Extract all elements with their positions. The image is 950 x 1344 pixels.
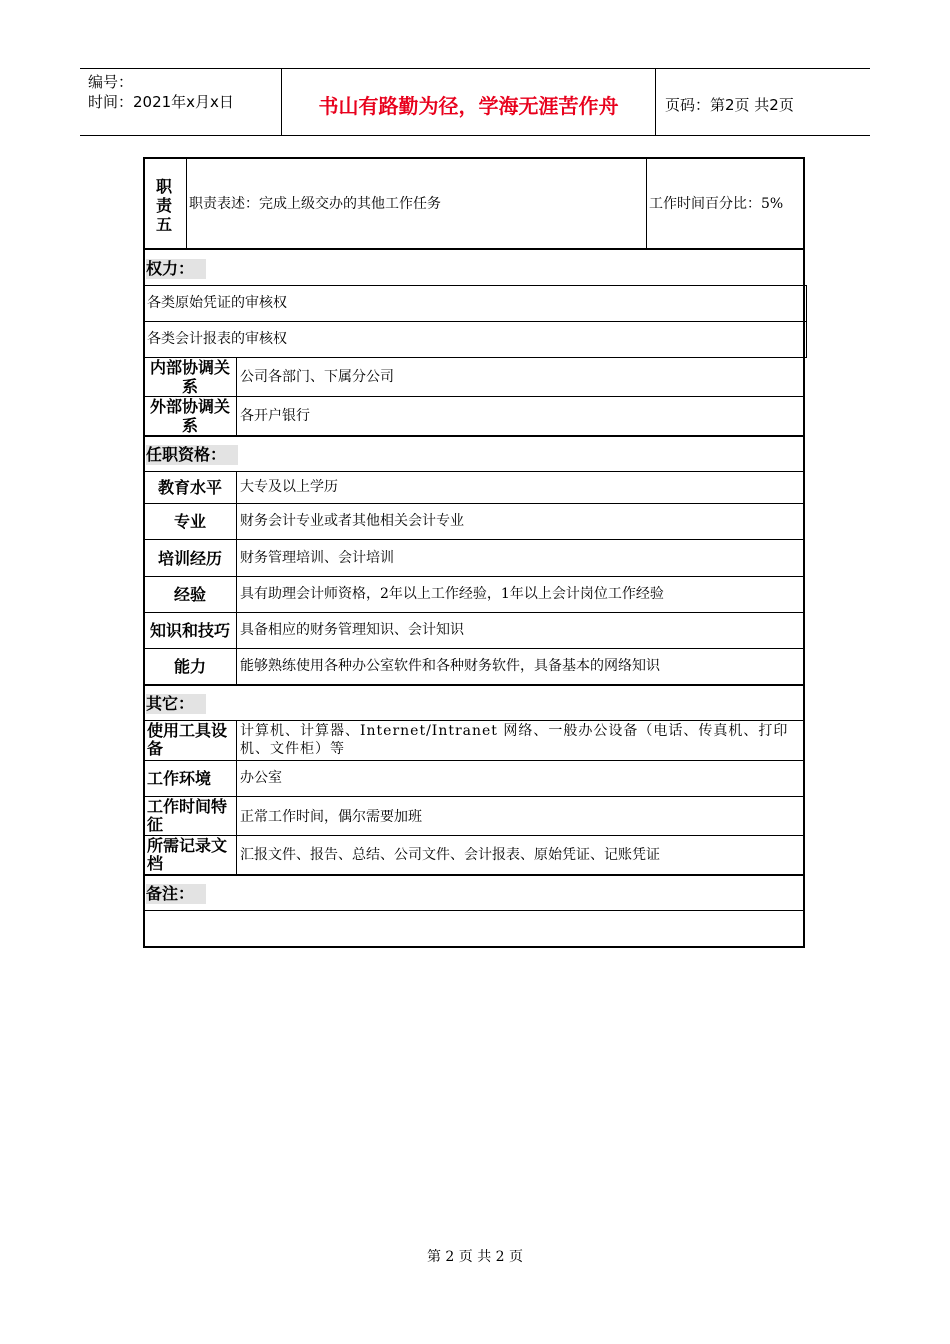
qualification-label: 培训经历 <box>157 549 222 568</box>
other-value: 汇报文件、报告、总结、公司文件、会计报表、原始凭证、记账凭证 <box>240 847 660 863</box>
table-rule <box>143 684 805 686</box>
internal-coordination-label: 内部协调关系 <box>149 358 230 396</box>
table-rule <box>186 157 187 248</box>
table-rule <box>236 471 237 684</box>
table-rule <box>143 285 807 286</box>
table-rule <box>143 576 805 577</box>
table-rule <box>143 648 805 649</box>
page-footer: 第 2 页 共 2 页 <box>426 1249 524 1265</box>
table-rule <box>143 720 805 721</box>
qualification-value: 具有助理会计师资格，2年以上工作经验，1年以上会计岗位工作经验 <box>240 586 664 602</box>
table-rule <box>143 248 805 250</box>
other-section-title: 其它： <box>146 694 206 714</box>
other-value: 正常工作时间，偶尔需要加班 <box>240 809 422 825</box>
header-motto: 书山有路勤为径，学海无涯苦作舟 <box>318 94 619 118</box>
table-rule <box>236 357 237 435</box>
other-label: 工作环境 <box>147 769 212 788</box>
duty-five-label: 职责五 <box>155 177 172 234</box>
qualification-label: 能力 <box>173 657 206 676</box>
table-rule <box>143 435 805 437</box>
duty-five-description: 职责表述：完成上级交办的其他工作任务 <box>189 196 441 212</box>
qualification-label: 知识和技巧 <box>149 621 230 640</box>
qualification-section-title: 任职资格： <box>146 445 238 465</box>
qualification-label: 经验 <box>173 585 206 604</box>
duty-five-time-percent: 工作时间百分比：5% <box>649 196 784 212</box>
other-value: 计算机、计算器、Internet/Intranet 网络、一般办公设备（电话、传真机、打印机、文件柜）等 <box>240 723 789 757</box>
table-rule <box>143 503 805 504</box>
table-rule <box>806 285 807 357</box>
authority-item: 各类原始凭证的审核权 <box>147 295 287 311</box>
other-label: 所需记录文档 <box>147 836 228 873</box>
table-rule <box>143 796 805 797</box>
authority-section-title: 权力： <box>146 259 206 279</box>
internal-coordination-value: 公司各部门、下属分公司 <box>240 369 394 385</box>
header-bottom-rule <box>80 135 870 136</box>
qualification-label: 专业 <box>173 512 206 531</box>
remarks-section-title: 备注： <box>146 884 206 904</box>
other-value: 办公室 <box>240 770 282 786</box>
external-coordination-value: 各开户银行 <box>240 408 310 424</box>
external-coordination-label: 外部协调关系 <box>149 397 230 435</box>
table-rule <box>143 760 805 761</box>
qualification-value: 具备相应的财务管理知识、会计知识 <box>240 622 464 638</box>
qualification-label: 教育水平 <box>157 478 222 497</box>
header-meta <box>88 72 234 112</box>
qualification-value: 能够熟练使用各种办公室软件和各种财务软件，具备基本的网络知识 <box>240 658 660 674</box>
header-page-info: 页码：第2页 共2页 <box>665 96 794 114</box>
document-number: 编号： <box>88 73 134 91</box>
other-label: 工作时间特征 <box>147 797 228 834</box>
table-rule <box>143 910 805 911</box>
qualification-value: 财务会计专业或者其他相关会计专业 <box>240 513 464 529</box>
table-rule <box>143 321 807 322</box>
table-rule <box>236 720 237 874</box>
table-rule <box>143 539 805 540</box>
qualification-value: 财务管理培训、会计培训 <box>240 550 394 566</box>
header-divider <box>655 68 656 136</box>
table-rule <box>143 357 807 358</box>
table-rule <box>143 471 805 472</box>
table-rule <box>143 835 805 836</box>
other-label: 使用工具设备 <box>147 721 228 758</box>
table-rule <box>143 874 805 876</box>
qualification-value: 大专及以上学历 <box>240 479 338 495</box>
authority-item: 各类会计报表的审核权 <box>147 331 287 347</box>
table-rule <box>646 157 647 248</box>
header-top-rule <box>80 68 870 69</box>
document-date: 时间：2021年x月x日 <box>88 93 234 111</box>
table-rule <box>143 396 805 397</box>
table-rule <box>143 612 805 613</box>
